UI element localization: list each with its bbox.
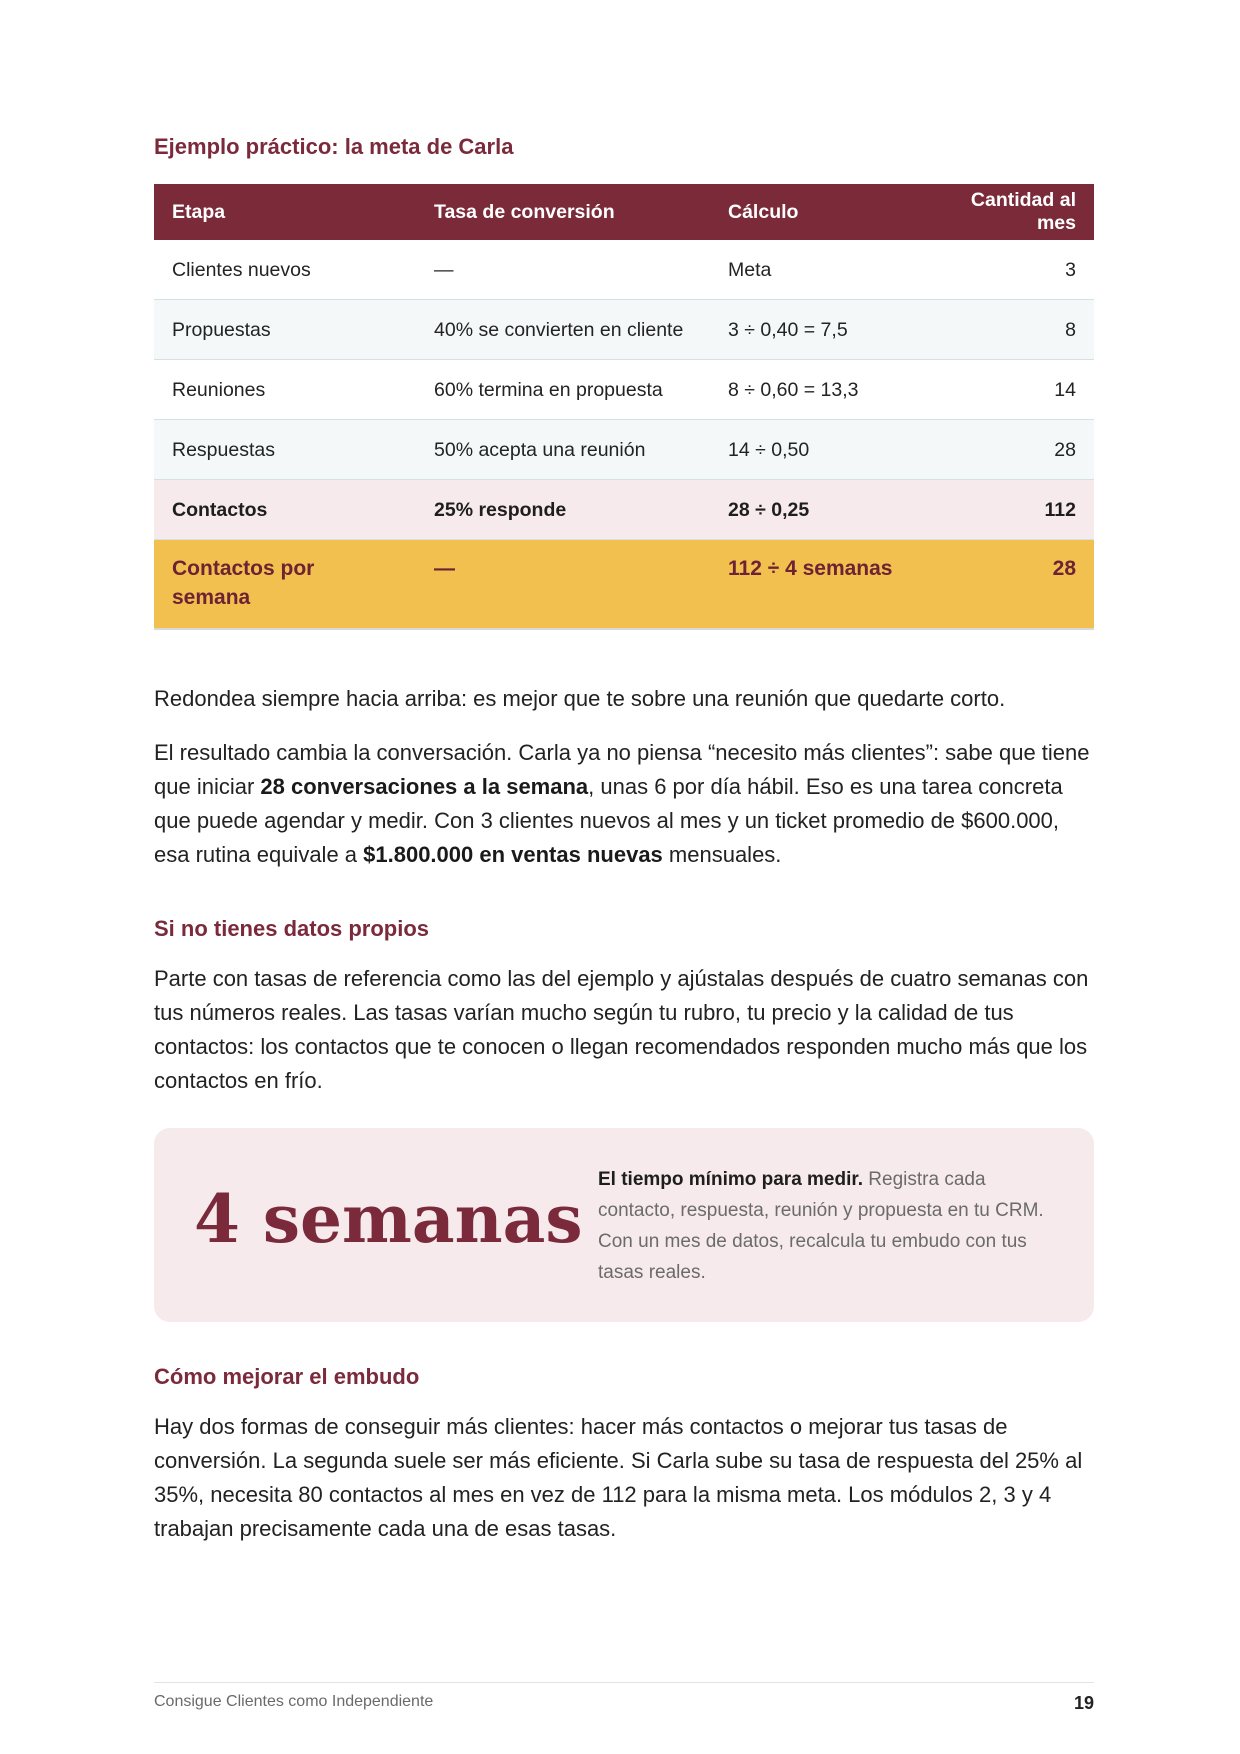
table-row-contacts [154, 480, 1094, 540]
cell-stage: Reuniones [154, 360, 416, 420]
footer-book-title: Consigue Clientes como Independiente [154, 1693, 434, 1710]
cell-calc: 3 ÷ 0,40 = 7,5 [710, 300, 946, 360]
cell-qty: 3 [946, 240, 1094, 300]
page-number: 19 [1073, 1693, 1094, 1713]
cell-qty: 28 [946, 420, 1094, 480]
cell-calc: 8 ÷ 0,60 = 13,3 [710, 360, 946, 420]
callout-big-number: 4 semanas [194, 1180, 583, 1258]
cell-qty: 112 [946, 480, 1094, 540]
table-header-row [154, 184, 1094, 240]
table-row [154, 420, 1094, 480]
page-footer [154, 1682, 1094, 1711]
cell-rate: 25% responde [416, 480, 710, 540]
funnel-table [154, 184, 1094, 630]
cell-stage: Contactos [154, 480, 416, 540]
column-header-calc: Cálculo [710, 184, 946, 240]
paragraph-round-up: Redondea siempre hacia arriba: es mejor que te sobre una reunión que quedarte corto. [154, 686, 1006, 711]
cell-qty: 14 [946, 360, 1094, 420]
text-span: , unas 6 por día hábil. Eso es una tarea concreta que puede agendar y medir. Con 3 clientes nuevos al mes y un ticket promedio de $600.000, esa rutina equivale a [154, 774, 1063, 867]
bold-weekly-conversations: 28 conversaciones a la semana [260, 774, 589, 799]
cell-calc: Meta [710, 240, 946, 300]
callout-box [154, 1128, 1094, 1322]
cell-calc: 112 ÷ 4 semanas [710, 540, 946, 630]
cell-rate: 50% acepta una reunión [416, 420, 710, 480]
cell-stage: Contactos por semana [154, 540, 416, 630]
cell-qty: 28 [946, 540, 1094, 630]
cell-stage: Respuestas [154, 420, 416, 480]
table-row [154, 240, 1094, 300]
text-span: El resultado cambia la conversación. Carla ya no piensa “necesito más clientes”: sabe que tiene que iniciar [154, 740, 1090, 799]
column-header-rate: Tasa de conversión [416, 184, 710, 240]
cell-calc: 14 ÷ 0,50 [710, 420, 946, 480]
section-heading-no-data: Si no tienes datos propios [154, 916, 430, 941]
cell-rate: — [416, 540, 710, 630]
table-row-weekly-highlight [154, 540, 1094, 630]
section-heading-example: Ejemplo práctico: la meta de Carla [154, 134, 514, 159]
table-row [154, 360, 1094, 420]
cell-qty: 8 [946, 300, 1094, 360]
paragraph-improve: Hay dos formas de conseguir más clientes: hacer más contactos o mejorar tus tasas de conversión. La segunda suele ser más eficiente. Si Carla sube su tasa de respuesta del 25% al 35%, necesita 80 contactos al mes en vez de 112 para la misma meta. Los módulos 2, 3 y 4 trabajan precisamente cada una de esas tasas. [154, 1414, 1083, 1541]
cell-calc: 28 ÷ 0,25 [710, 480, 946, 540]
table-row [154, 300, 1094, 360]
cell-rate: — [416, 240, 710, 300]
callout-lead: El tiempo mínimo para medir. [598, 1169, 864, 1190]
cell-rate: 60% termina en propuesta [416, 360, 710, 420]
bold-monthly-sales: $1.800.000 en ventas nuevas [363, 842, 663, 867]
paragraph-no-data: Parte con tasas de referencia como las del ejemplo y ajústalas después de cuatro semanas con tus números reales. Las tasas varían mucho según tu rubro, tu precio y la calidad de tus contactos: los contactos que te conocen o llegan recomendados responden mucho más que los contactos en frío. [154, 966, 1089, 1093]
cell-rate: 40% se convierten en cliente [416, 300, 710, 360]
section-heading-improve: Cómo mejorar el embudo [154, 1364, 420, 1389]
paragraph-result [154, 736, 1094, 872]
cell-stage: Propuestas [154, 300, 416, 360]
column-header-qty: Cantidad al mes [946, 184, 1094, 240]
cell-stage: Clientes nuevos [154, 240, 416, 300]
callout-note [598, 1164, 1058, 1288]
column-header-stage: Etapa [154, 184, 416, 240]
callout-text: Registra cada contacto, respuesta, reunión y propuesta en tu CRM. Con un mes de datos, recalcula tu embudo con tus tasas reales. [598, 1169, 1044, 1283]
text-span: mensuales. [662, 842, 782, 867]
